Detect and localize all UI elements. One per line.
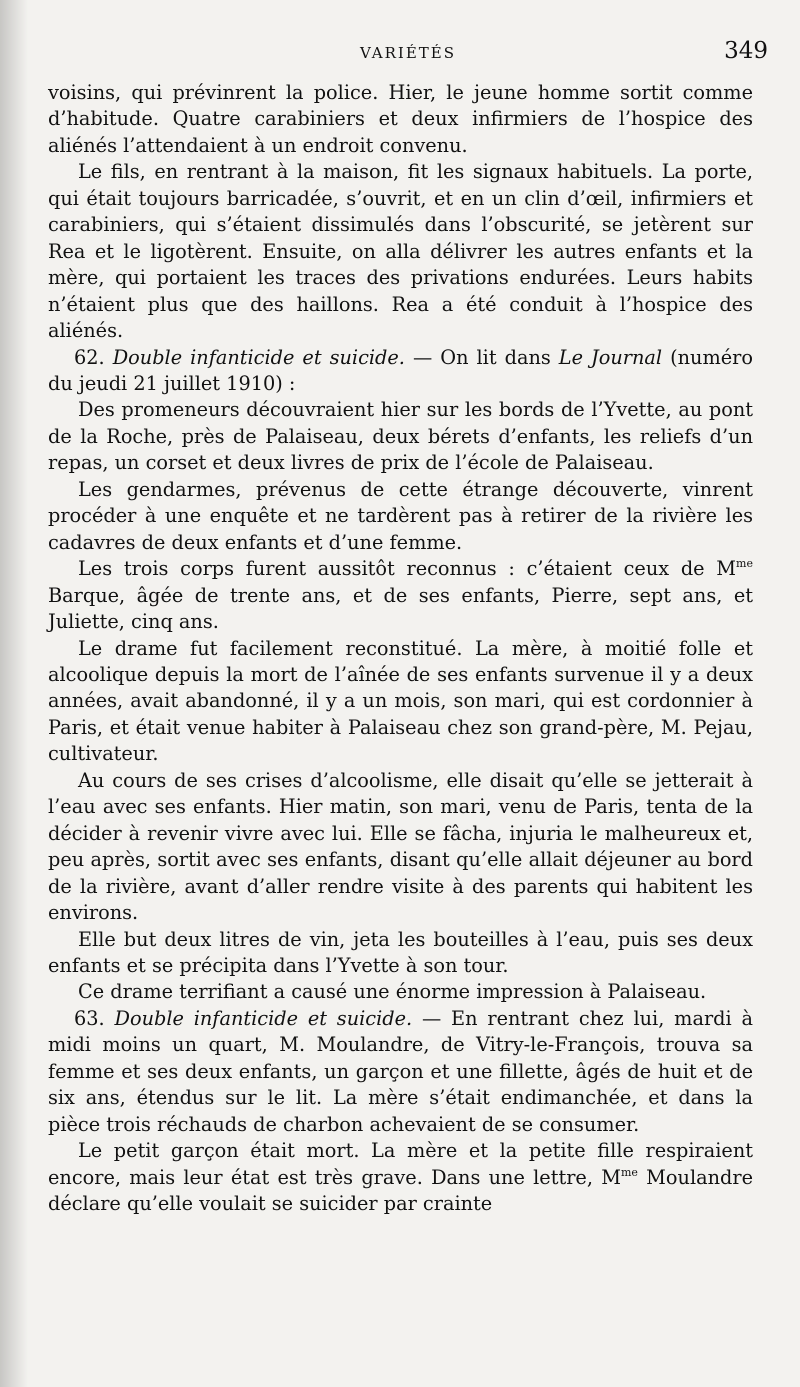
paragraph: Le drame fut facilement reconstitué. La mère, à moitié folle et alcoolique depuis la mort de l’aînée de ses enfants survenue il y a deux années, avait abandonné, il y a un mois, son mari, qui est cordonnier à Paris, et était venue habiter à Palaiseau chez son grand-père, M. Pejau, cultivateur. bbox=[48, 636, 753, 766]
section-heading-paragraph bbox=[48, 345, 753, 398]
section-intro-tail: (numéro du jeudi 21 juillet 1910) : bbox=[48, 345, 753, 395]
section-title: Double infanticide et suicide. bbox=[112, 345, 405, 369]
paragraph: Des promeneurs découvraient hier sur les bords de l’Yvette, au pont de la Roche, près de Palaiseau, deux bérets d’enfants, les reliefs d’un repas, un corset et deux livres de prix de l’école de Palaiseau. bbox=[48, 398, 753, 475]
text-run: Les trois corps furent aussitôt reconnus : c’étaient ceux de M bbox=[78, 557, 737, 581]
paragraph: Le fils, en rentrant à la maison, fit les signaux habituels. La porte, qui était toujours barricadée, s’ouvrit, et en un clin d’œil, infirmiers et carabiniers, qui s’étaient dissimulés dans l’obscurité, se jetèrent sur Rea et le ligotèrent. Ensuite, on alla délivrer les autres enfants et la mère, qui portaient les traces des privations endurées. Leurs habits n’étaient plus que des haillons. Rea a été conduit à l’hospice des aliénés. bbox=[48, 160, 753, 343]
text-run: Le petit garçon était mort. La mère et la petite fille respiraient encore, mais leur état est très grave. Dans une lettre, M bbox=[48, 1139, 753, 1189]
section-heading-paragraph bbox=[48, 1006, 753, 1138]
paragraph bbox=[48, 556, 753, 635]
section-text: — En rentrant chez lui, mardi à midi moins un quart, M. Moulandre, de Vitry-le-François, trouva sa femme et ses deux enfants, un garçon et une fillette, âgés de huit et de six ans, étendus sur le lit. La mère s’était endimanchée, et dans la pièce trois réchauds de charbon achevaient de se consumer. bbox=[48, 1006, 753, 1136]
section-title: Double infanticide et suicide. bbox=[114, 1006, 413, 1030]
page-number: 349 bbox=[724, 38, 768, 64]
page-header bbox=[48, 36, 768, 66]
paragraph: Elle but deux litres de vin, jeta les bouteilles à l’eau, puis ses deux enfants et se précipita dans l’Yvette à son tour. bbox=[48, 927, 753, 977]
binding-shadow bbox=[0, 0, 28, 1387]
paragraph: Ce drame terrifiant a causé une énorme impression à Palaiseau. bbox=[78, 980, 707, 1004]
text-run: Barque, âgée de trente ans, et de ses enfants, Pierre, sept ans, et Juliette, cinq ans. bbox=[48, 583, 753, 634]
body-text bbox=[48, 80, 753, 1217]
paragraph: Les gendarmes, prévenus de cette étrange découverte, vinrent procéder à une enquête et ne tardèrent pas à retirer de la rivière les cadavres de deux enfants et d’une femme. bbox=[48, 477, 753, 554]
section-intro: — On lit dans bbox=[404, 345, 559, 369]
journal-title: Le Journal bbox=[558, 345, 663, 369]
section-number: 62. bbox=[74, 345, 105, 369]
paragraph bbox=[48, 1138, 753, 1217]
paragraph: Au cours de ses crises d’alcoolisme, elle disait qu’elle se jetterait à l’eau avec ses enfants. Hier matin, son mari, venu de Paris, tenta de la décider à revenir vivre avec lui. Elle se fâcha, injuria le malheureux et, peu après, sortit avec ses enfants, disant qu’elle allait déjeuner au bord de la rivière, avant d’aller rendre visite à des parents qui habitent les environs. bbox=[48, 768, 753, 925]
text-run: Moulandre déclare qu’elle voulait se suicider par crainte bbox=[48, 1165, 754, 1216]
superscript: me bbox=[620, 1165, 638, 1179]
paragraph: voisins, qui prévinrent la police. Hier, le jeune homme sortit comme d’habitude. Quatre carabiniers et deux infirmiers de l’hospice des aliénés l’attendaient à un endroit convenu. bbox=[48, 81, 753, 157]
superscript: me bbox=[736, 557, 753, 571]
running-head: VARIÉTÉS bbox=[359, 44, 457, 62]
section-number: 63. bbox=[74, 1006, 105, 1030]
